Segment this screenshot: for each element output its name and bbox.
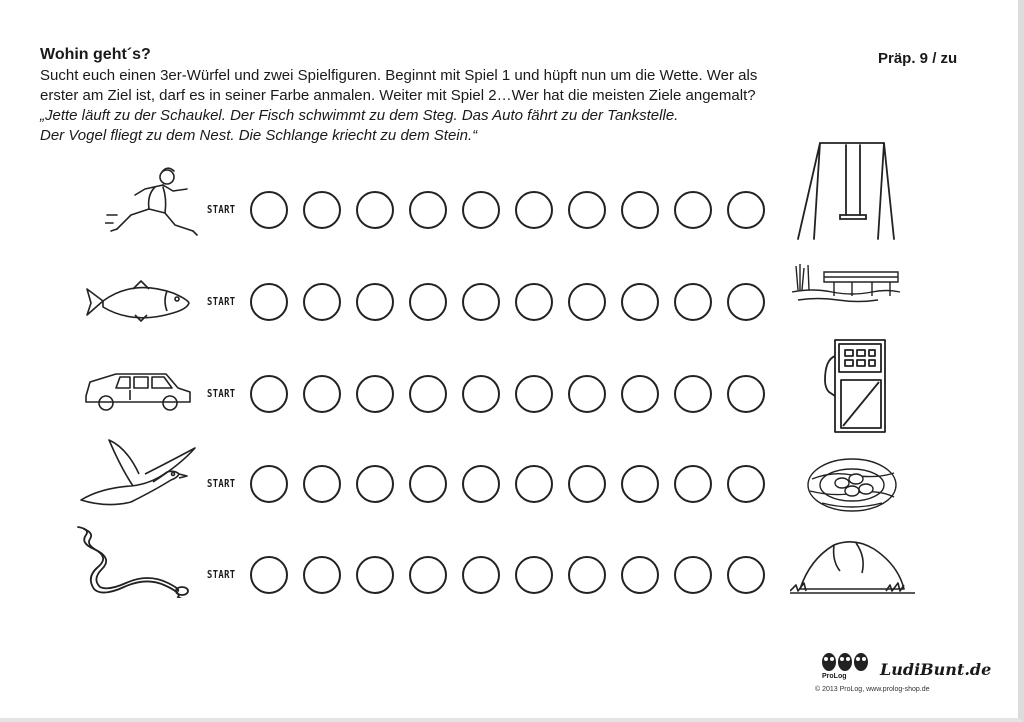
game-field[interactable]: [303, 556, 341, 594]
gas-pump-icon: [815, 336, 895, 436]
game-field[interactable]: [727, 191, 765, 229]
track-row-3: [0, 354, 1024, 434]
game-field[interactable]: [250, 465, 288, 503]
game-field[interactable]: [621, 191, 659, 229]
start-label: START: [207, 477, 236, 490]
game-field[interactable]: [462, 465, 500, 503]
nest-icon: [802, 449, 902, 519]
game-field[interactable]: [303, 465, 341, 503]
start-label: START: [207, 203, 236, 216]
bird-icon: [75, 436, 200, 511]
game-field[interactable]: [515, 283, 553, 321]
stone-icon: [790, 535, 915, 605]
game-field[interactable]: [303, 283, 341, 321]
story-line: „Jette läuft zu der Schaukel. Der Fisch schwimmt zu dem Steg. Das Auto fährt zu der Tankstelle.: [40, 107, 679, 124]
track-row-4: [0, 444, 1024, 524]
game-field[interactable]: [674, 191, 712, 229]
game-field[interactable]: [462, 556, 500, 594]
game-field[interactable]: [515, 465, 553, 503]
instruction-line: Sucht euch einen 3er-Würfel und zwei Spielfiguren. Beginnt mit Spiel 1 und hüpft nun um die Wette. Wer als: [40, 67, 758, 84]
game-field[interactable]: [621, 375, 659, 413]
game-field[interactable]: [727, 465, 765, 503]
worksheet-code: Präp. 9 / zu: [878, 50, 958, 67]
worksheet-title: Wohin geht´s?: [40, 46, 151, 63]
car-icon: [82, 366, 194, 414]
game-field[interactable]: [515, 191, 553, 229]
game-field[interactable]: [409, 191, 447, 229]
start-label: START: [207, 387, 236, 400]
ludibunt-logo-text: LudiBunt.de: [880, 660, 992, 679]
game-field[interactable]: [356, 283, 394, 321]
instruction-line: erster am Ziel ist, darf es in seiner Farbe anmalen. Weiter mit Spiel 2…Wer hat die meisten Ziele angemalt?: [40, 87, 756, 104]
game-field[interactable]: [409, 375, 447, 413]
game-field[interactable]: [568, 556, 606, 594]
game-field[interactable]: [568, 375, 606, 413]
game-field[interactable]: [250, 556, 288, 594]
start-label: START: [207, 568, 236, 581]
game-field[interactable]: [303, 375, 341, 413]
snake-icon: [70, 523, 195, 598]
game-field[interactable]: [462, 191, 500, 229]
game-field[interactable]: [674, 556, 712, 594]
game-field[interactable]: [727, 375, 765, 413]
game-field[interactable]: [568, 283, 606, 321]
game-field[interactable]: [356, 465, 394, 503]
instructions: [40, 66, 940, 146]
copyright: © 2013 ProLog, www.prolog-shop.de: [815, 686, 930, 693]
game-field[interactable]: [674, 283, 712, 321]
game-field[interactable]: [727, 283, 765, 321]
game-field[interactable]: [462, 375, 500, 413]
track-row-2: [0, 262, 1024, 342]
game-field[interactable]: [250, 375, 288, 413]
jetty-icon: [790, 262, 902, 307]
swing-icon: [790, 135, 900, 245]
track-row-1: [0, 170, 1024, 250]
fish-icon: [85, 277, 195, 327]
game-field[interactable]: [409, 465, 447, 503]
prolog-logo-text: ProLog: [822, 673, 847, 680]
track-row-5: [0, 535, 1024, 615]
game-field[interactable]: [621, 556, 659, 594]
game-field[interactable]: [568, 191, 606, 229]
prolog-owls-icon: [819, 650, 879, 674]
game-field[interactable]: [303, 191, 341, 229]
game-field[interactable]: [515, 556, 553, 594]
story-line: Der Vogel fliegt zu dem Nest. Die Schlange kriecht zu dem Stein.“: [40, 127, 478, 144]
running-girl-icon: [105, 165, 200, 245]
game-field[interactable]: [674, 465, 712, 503]
game-field[interactable]: [250, 283, 288, 321]
start-label: START: [207, 295, 236, 308]
game-field[interactable]: [621, 283, 659, 321]
game-field[interactable]: [250, 191, 288, 229]
game-field[interactable]: [409, 283, 447, 321]
game-field[interactable]: [462, 283, 500, 321]
game-field[interactable]: [727, 556, 765, 594]
game-field[interactable]: [568, 465, 606, 503]
game-field[interactable]: [356, 556, 394, 594]
game-field[interactable]: [621, 465, 659, 503]
game-field[interactable]: [674, 375, 712, 413]
game-field[interactable]: [356, 191, 394, 229]
game-field[interactable]: [515, 375, 553, 413]
game-field[interactable]: [356, 375, 394, 413]
game-field[interactable]: [409, 556, 447, 594]
